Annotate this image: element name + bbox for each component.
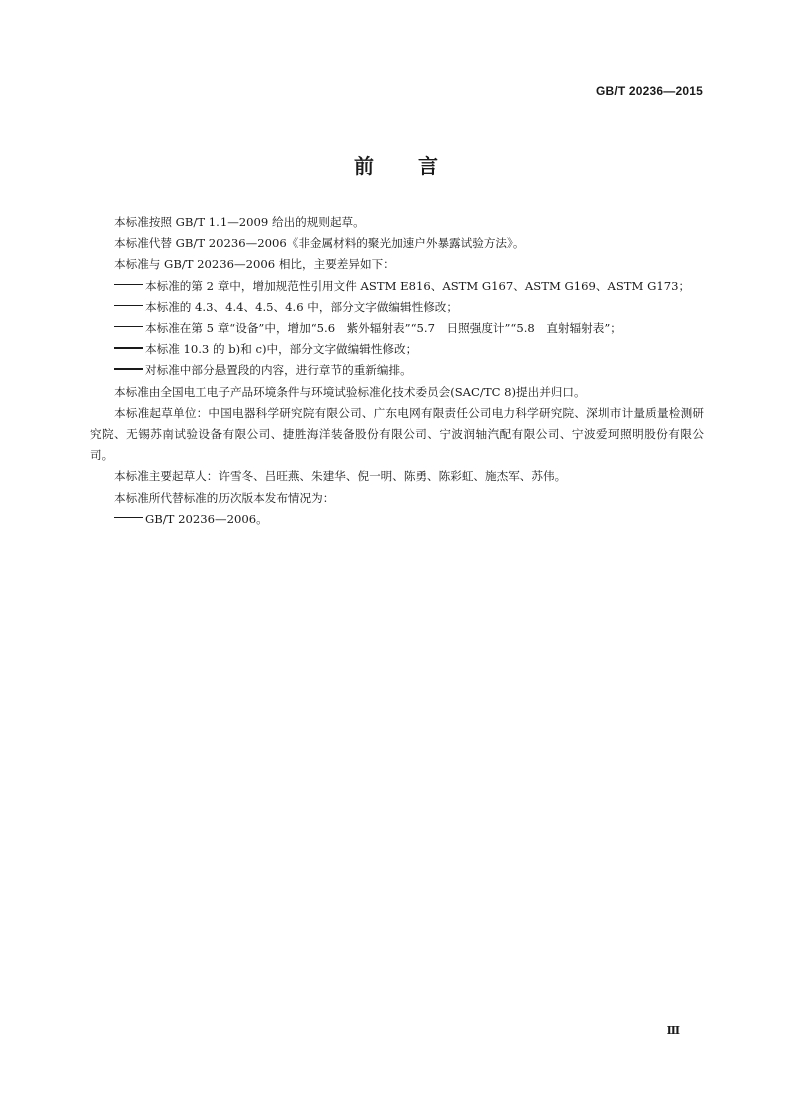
page-title	[0, 150, 792, 179]
paragraph-drafting-units: 本标准起草单位：中国电器科学研究院有限公司、广东电网有限责任公司电力科学研究院、深圳市计量质量检测研究院、无锡苏南试验设备有限公司、捷胜海洋装备股份有限公司、宁波润轴汽配有限公司、宁波爱珂照明股份有限公司。	[90, 405, 704, 463]
paragraph-differences-intro: 本标准与 GB/T 20236—2006 相比，主要差异如下：	[114, 257, 395, 272]
foreword-body	[90, 212, 704, 530]
page-number: Ⅲ	[666, 1024, 680, 1037]
title-char-1: 前	[354, 154, 374, 178]
list-item: 本标准在第 5 章“设备”中，增加“5.6 紫外辐射表”“5.7 日照强度计”“5.8 直射辐射表”；	[145, 321, 622, 336]
paragraph-drafters: 本标准主要起草人：许雪冬、吕旺燕、朱建华、倪一明、陈勇、陈彩虹、施杰军、苏伟。	[114, 469, 567, 484]
list-item: 本标准 10.3 的 b)和 c)中，部分文字做编辑性修改；	[145, 342, 418, 357]
list-item: GB/T 20236—2006。	[145, 511, 268, 526]
list-item: 本标准的 4.3、4.4、4.5、4.6 中，部分文字做编辑性修改；	[145, 299, 458, 314]
list-item: 对标准中部分悬置段的内容，进行章节的重新编排。	[145, 363, 412, 378]
paragraph-version-history: 本标准所代替标准的历次版本发布情况为：	[114, 490, 335, 505]
paragraph-replaces: 本标准代替 GB/T 20236—2006《非金属材料的聚光加速户外暴露试验方法》。	[114, 236, 525, 251]
paragraph-drafting-rules: 本标准按照 GB/T 1.1—2009 给出的规则起草。	[114, 215, 365, 229]
title-char-2: 言	[418, 154, 438, 178]
paragraph-proposer: 本标准由全国电工电子产品环境条件与环境试验标准化技术委员会(SAC/TC 8)提出并归口。	[114, 384, 586, 399]
list-item: 本标准的第 2 章中，增加规范性引用文件 ASTM E816、ASTM G167、ASTM G169、ASTM G173；	[145, 278, 691, 293]
standard-number: GB/T 20236—2015	[595, 84, 703, 98]
